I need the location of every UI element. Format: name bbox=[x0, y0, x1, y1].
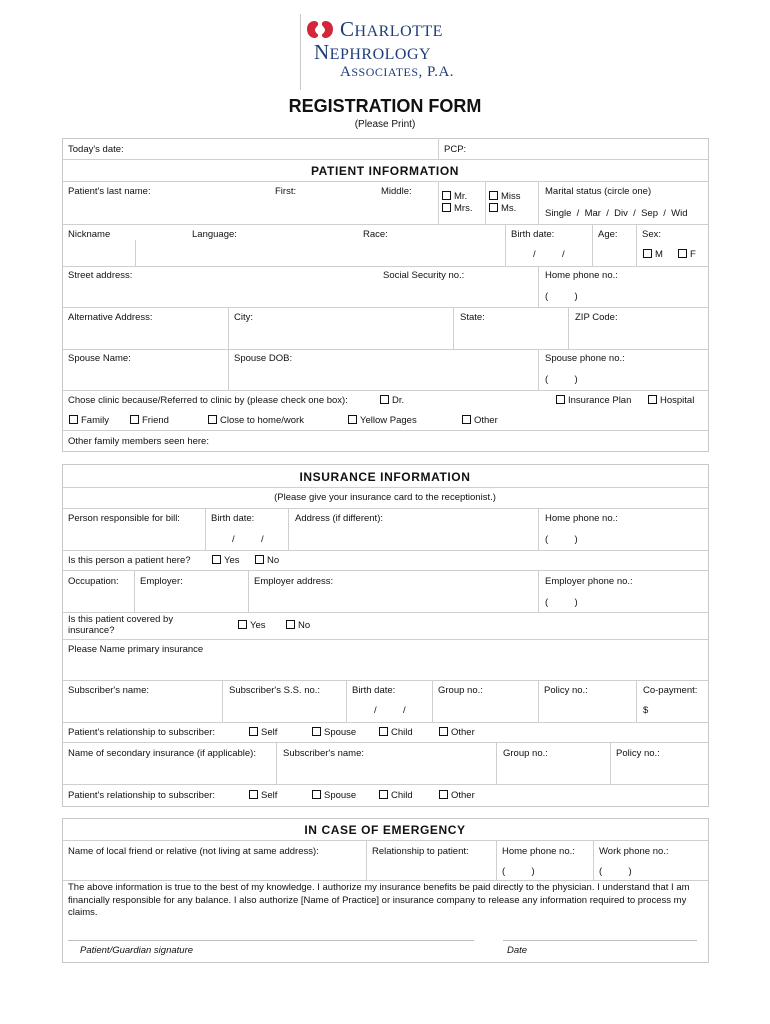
mr-checkbox[interactable]: Mr. bbox=[442, 191, 467, 202]
dr-checkbox[interactable]: Dr. bbox=[380, 395, 404, 406]
rel2-self-checkbox[interactable]: Self bbox=[249, 790, 277, 801]
other-family-label: Other family members seen here: bbox=[68, 436, 209, 447]
emergency-home-paren: ( ) bbox=[502, 866, 535, 877]
covered-yes-checkbox[interactable]: Yes bbox=[238, 620, 266, 631]
date-line[interactable] bbox=[503, 940, 697, 941]
patient-info-header: PATIENT INFORMATION bbox=[310, 164, 460, 178]
spouse-name-label: Spouse Name: bbox=[68, 353, 131, 364]
subscriber-name-label: Subscriber's name: bbox=[68, 685, 150, 696]
mrs-checkbox[interactable]: Mrs. bbox=[442, 203, 472, 214]
covered-no-checkbox[interactable]: No bbox=[286, 620, 310, 631]
emergency-work-paren: ( ) bbox=[599, 866, 632, 877]
insurance-plan-checkbox[interactable]: Insurance Plan bbox=[556, 395, 631, 406]
spouse-phone-label: Spouse phone no.: bbox=[545, 353, 625, 364]
sex-label: Sex: bbox=[642, 229, 662, 240]
rel-child-checkbox[interactable]: Child bbox=[379, 727, 413, 738]
state-label: State: bbox=[460, 312, 485, 323]
is-patient-no-checkbox[interactable]: No bbox=[255, 555, 279, 566]
rel-spouse-checkbox[interactable]: Spouse bbox=[312, 727, 356, 738]
sex-m-checkbox[interactable]: M bbox=[643, 249, 663, 260]
ins-birth-date-label: Birth date: bbox=[211, 513, 255, 524]
emergency-home-phone-label: Home phone no.: bbox=[502, 846, 575, 857]
rel-other-checkbox[interactable]: Other bbox=[439, 727, 475, 738]
other-checkbox[interactable]: Other bbox=[462, 415, 498, 426]
subscriber-ssn-label: Subscriber's S.S. no.: bbox=[229, 685, 321, 696]
logo-line-2: NEPHROLOGY bbox=[314, 40, 432, 64]
responsible-label: Person responsible for bill: bbox=[68, 513, 180, 524]
form-subtitle: (Please Print) bbox=[354, 119, 416, 130]
rel2-other-checkbox[interactable]: Other bbox=[439, 790, 475, 801]
signature-label: Patient/Guardian signature bbox=[80, 945, 194, 956]
occupation-label: Occupation: bbox=[68, 576, 119, 587]
employer-phone-paren: ( ) bbox=[545, 597, 578, 608]
authorization-statement: The above information is true to the best of my knowledge. I authorize my insurance benefits be paid directly to the physician. I understand that I am financially responsible for any balance. I also authorize [Name of Practice] or insurance company to release any information required to process my claims. bbox=[68, 882, 690, 918]
form-title: REGISTRATION FORM bbox=[288, 96, 482, 116]
spouse-phone-paren: ( ) bbox=[545, 374, 578, 385]
race-label: Race: bbox=[363, 229, 388, 240]
subscriber-birth-slashes: / / bbox=[374, 705, 406, 716]
ins-home-phone-label: Home phone no.: bbox=[545, 513, 618, 524]
ins-address-label: Address (if different): bbox=[295, 513, 384, 524]
copayment-dollar: $ bbox=[643, 705, 649, 716]
employer-label: Employer: bbox=[140, 576, 183, 587]
is-patient-yes-checkbox[interactable]: Yes bbox=[212, 555, 240, 566]
language-label: Language: bbox=[192, 229, 237, 240]
emergency-friend-label: Name of local friend or relative (not living at same address): bbox=[68, 846, 319, 857]
secondary-group-label: Group no.: bbox=[503, 748, 548, 759]
relationship-label-2: Patient's relationship to subscriber: bbox=[68, 790, 216, 801]
secondary-insurance-label: Name of secondary insurance (if applicable): bbox=[68, 748, 256, 759]
group-no-label: Group no.: bbox=[438, 685, 483, 696]
birth-date-label: Birth date: bbox=[511, 229, 555, 240]
logo-line-1: CHARLOTTE bbox=[340, 17, 443, 41]
close-home-checkbox[interactable]: Close to home/work bbox=[208, 415, 304, 426]
home-phone-label: Home phone no.: bbox=[545, 270, 618, 281]
logo-divider bbox=[300, 14, 301, 90]
subscriber-birth-label: Birth date: bbox=[352, 685, 396, 696]
ms-checkbox[interactable]: Ms. bbox=[489, 203, 516, 214]
ins-home-paren: ( ) bbox=[545, 534, 578, 545]
home-phone-paren: ( ) bbox=[545, 291, 578, 302]
ins-birth-slashes: / / bbox=[232, 534, 264, 545]
clinic-reason-label: Chose clinic because/Referred to clinic by (please check one box): bbox=[68, 395, 348, 406]
spouse-dob-label: Spouse DOB: bbox=[234, 353, 293, 364]
marital-status-label: Marital status (circle one) bbox=[545, 186, 652, 197]
is-patient-label: Is this person a patient here? bbox=[68, 555, 191, 566]
rel2-spouse-checkbox[interactable]: Spouse bbox=[312, 790, 356, 801]
employer-phone-label: Employer phone no.: bbox=[545, 576, 633, 587]
employer-address-label: Employer address: bbox=[254, 576, 334, 587]
rel-self-checkbox[interactable]: Self bbox=[249, 727, 277, 738]
primary-insurance-label: Please Name primary insurance bbox=[68, 644, 204, 655]
sex-f-checkbox[interactable]: F bbox=[678, 249, 696, 260]
date-label: Date bbox=[507, 945, 528, 956]
ssn-label: Social Security no.: bbox=[383, 270, 465, 281]
marital-options[interactable]: Single / Mar / Div / Sep / Wid bbox=[545, 208, 688, 219]
relationship-label: Patient's relationship to subscriber: bbox=[68, 727, 216, 738]
middle-name-label: Middle: bbox=[381, 186, 412, 197]
covered-label-2: insurance? bbox=[68, 625, 115, 636]
secondary-subscriber-label: Subscriber's name: bbox=[283, 748, 365, 759]
first-name-label: First: bbox=[275, 186, 297, 197]
miss-checkbox[interactable]: Miss bbox=[489, 191, 521, 202]
rel2-child-checkbox[interactable]: Child bbox=[379, 790, 413, 801]
yellow-pages-checkbox[interactable]: Yellow Pages bbox=[348, 415, 417, 426]
emergency-header: IN CASE OF EMERGENCY bbox=[304, 823, 466, 837]
age-label: Age: bbox=[598, 229, 618, 240]
practice-logo bbox=[300, 14, 475, 86]
hospital-checkbox[interactable]: Hospital bbox=[648, 395, 694, 406]
policy-no-label: Policy no.: bbox=[544, 685, 588, 696]
insurance-info-header: INSURANCE INFORMATION bbox=[299, 470, 471, 484]
last-name-label: Patient's last name: bbox=[68, 186, 151, 197]
street-address-label: Street address: bbox=[68, 270, 133, 281]
family-checkbox[interactable]: Family bbox=[69, 415, 109, 426]
logo-line-3: ASSOCIATES, P.A. bbox=[340, 64, 455, 80]
city-label: City: bbox=[234, 312, 253, 323]
insurance-card-note: (Please give your insurance card to the receptionist.) bbox=[274, 492, 496, 503]
birth-date-slashes: / / bbox=[533, 249, 565, 260]
zip-label: ZIP Code: bbox=[575, 312, 618, 323]
todays-date-label: Today's date: bbox=[68, 144, 124, 155]
friend-checkbox[interactable]: Friend bbox=[130, 415, 169, 426]
emergency-work-phone-label: Work phone no.: bbox=[599, 846, 669, 857]
signature-line[interactable] bbox=[68, 940, 474, 941]
kidney-icon bbox=[304, 18, 336, 40]
nickname-label: Nickname bbox=[68, 229, 111, 240]
emergency-relationship-label: Relationship to patient: bbox=[372, 846, 469, 857]
pcp-label: PCP: bbox=[444, 144, 467, 155]
secondary-policy-label: Policy no.: bbox=[616, 748, 660, 759]
covered-label-1: Is this patient covered by bbox=[68, 614, 174, 625]
alt-address-label: Alternative Address: bbox=[68, 312, 153, 323]
copayment-label: Co-payment: bbox=[643, 685, 698, 696]
